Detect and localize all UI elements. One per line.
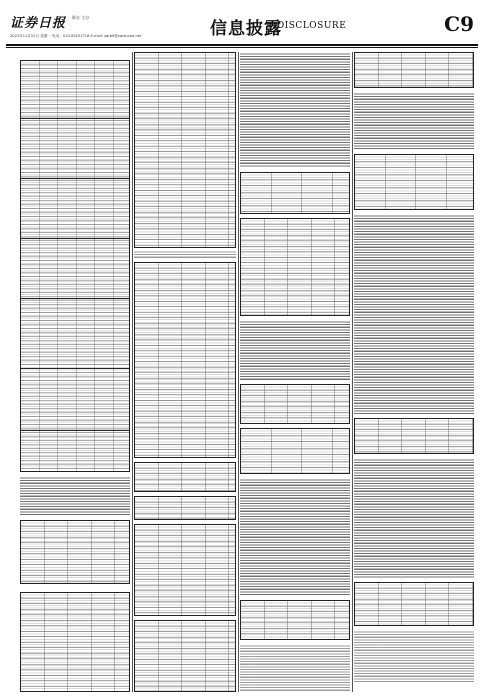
masthead	[6, 4, 478, 44]
col3-body-text-4	[240, 644, 350, 692]
col2-table-3	[134, 462, 236, 492]
col1-table-divider	[20, 178, 130, 179]
newspaper-logo: 证券日报	[10, 16, 67, 31]
col4-body-text-2	[354, 214, 474, 414]
col4-table-2	[354, 154, 474, 210]
col1-table-divider	[20, 368, 130, 369]
column-separator	[238, 52, 239, 692]
col3-table-2	[240, 218, 350, 316]
col2-table-2	[134, 262, 236, 458]
section-title-english: DISCLOSURE	[277, 21, 347, 31]
col2-table-5	[134, 524, 236, 616]
date-contact-line: 2021年11月22日 星期一 电话：010-83251716 E-mail: zqrb9@zqrb.sina.net	[10, 34, 142, 38]
col3-body-text-3	[240, 478, 350, 596]
col1-main-table	[20, 60, 130, 472]
col1-table-divider	[20, 430, 130, 431]
col3-table-4	[240, 428, 350, 474]
col2-table-4	[134, 496, 236, 520]
col3-table-1	[240, 172, 350, 214]
col3-body-text-2	[240, 320, 350, 380]
col2-note	[134, 250, 236, 258]
col3-table-5	[240, 600, 350, 640]
masthead-rule-thick	[6, 44, 478, 46]
col2-table-6	[134, 620, 236, 692]
col1-body-text	[20, 476, 130, 516]
col1-table-3	[20, 592, 130, 692]
col1-table-divider	[20, 238, 130, 239]
col4-table-4	[354, 582, 474, 626]
col4-table-1	[354, 52, 474, 88]
col1-table-divider	[20, 118, 130, 119]
column-separator	[132, 52, 133, 692]
col4-body-text-3	[354, 458, 474, 578]
col4-body-text-1	[354, 92, 474, 150]
column-separator	[352, 52, 353, 692]
col2-table-1	[134, 52, 236, 248]
col4-table-3	[354, 418, 474, 454]
col3-body-text-1	[240, 52, 350, 168]
col1-table-2	[20, 520, 130, 584]
col3-table-3	[240, 384, 350, 424]
col4-body-text-4	[354, 630, 474, 682]
section-title-chinese: 信息披露	[210, 19, 282, 39]
masthead-rule-thin	[6, 47, 478, 48]
page-number: C9	[444, 12, 474, 36]
publisher-line: 联办 主办	[72, 15, 90, 20]
col1-table-divider	[20, 298, 130, 299]
